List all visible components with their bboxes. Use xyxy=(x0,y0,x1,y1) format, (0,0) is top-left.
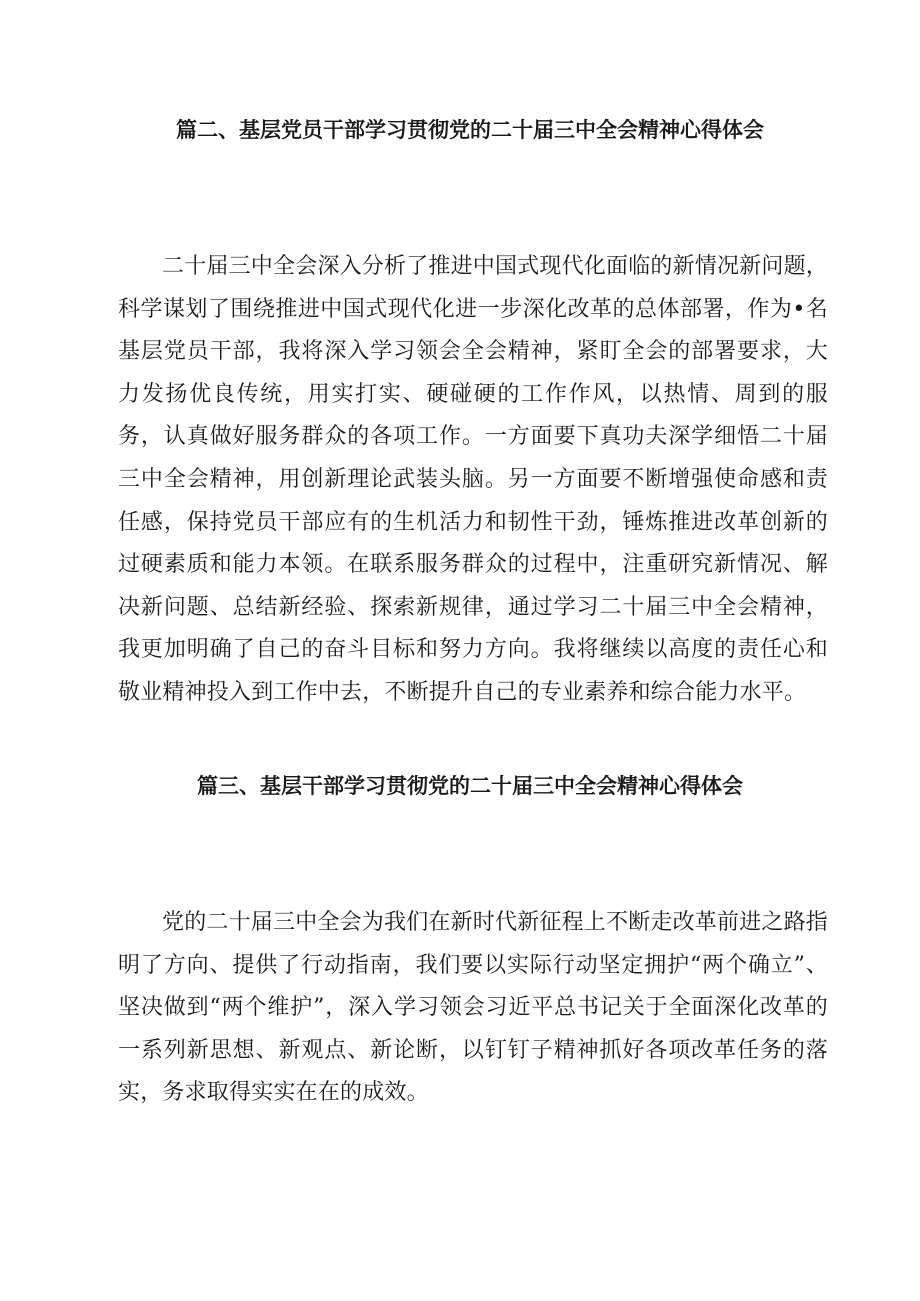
section-paragraph-2: 二十届三中全会深入分析了推进中国式现代化面临的新情况新问题，科学谋划了围绕推进中国式现代化进一步深化改革的总体部署，作为•名基层党员干部，我将深入学习领会全会精神，紧盯全会的部署要求，大力发扬优良传统，用实打实、硬碰硬的工作作风，以热情、周到的服务，认真做好服务群众的各项工作。一方面要下真功夫深学细悟二十届三中全会精神，用创新理论武装头脑。另一方面要不断增强使命感和责任感，保持党员干部应有的生机活力和韧性干劲，锤炼推进改革创新的过硬素质和能力本领。在联系服务群众的过程中，注重研究新情况、解决新问题、总结新经验、探索新规律，通过学习二十届三中全会精神，我更加明确了自己的奋斗目标和努力方向。我将继续以高度的责任心和敬业精神投入到工作中去，不断提升自己的专业素养和综合能力水平。 xyxy=(118,254,829,705)
section-paragraph-3: 党的二十届三中全会为我们在新时代新征程上不断走改革前进之路指明了方向、提供了行动指南，我们要以实际行动坚定拥护“两个确立”、坚决做到“两个维护”，深入学习领会习近平总书记关于全面深化改革的一系列新思想、新观点、新论断，以钉钉子精神抓好各项改革任务的落实，务求取得实实在在的成效。 xyxy=(118,910,829,1106)
section-title-2: 篇二、基层党员干部学习贯彻党的二十届三中全会精神心得体会 xyxy=(176,118,764,142)
section-title-3: 篇三、基层干部学习贯彻党的二十届三中全会精神心得体会 xyxy=(197,774,743,798)
